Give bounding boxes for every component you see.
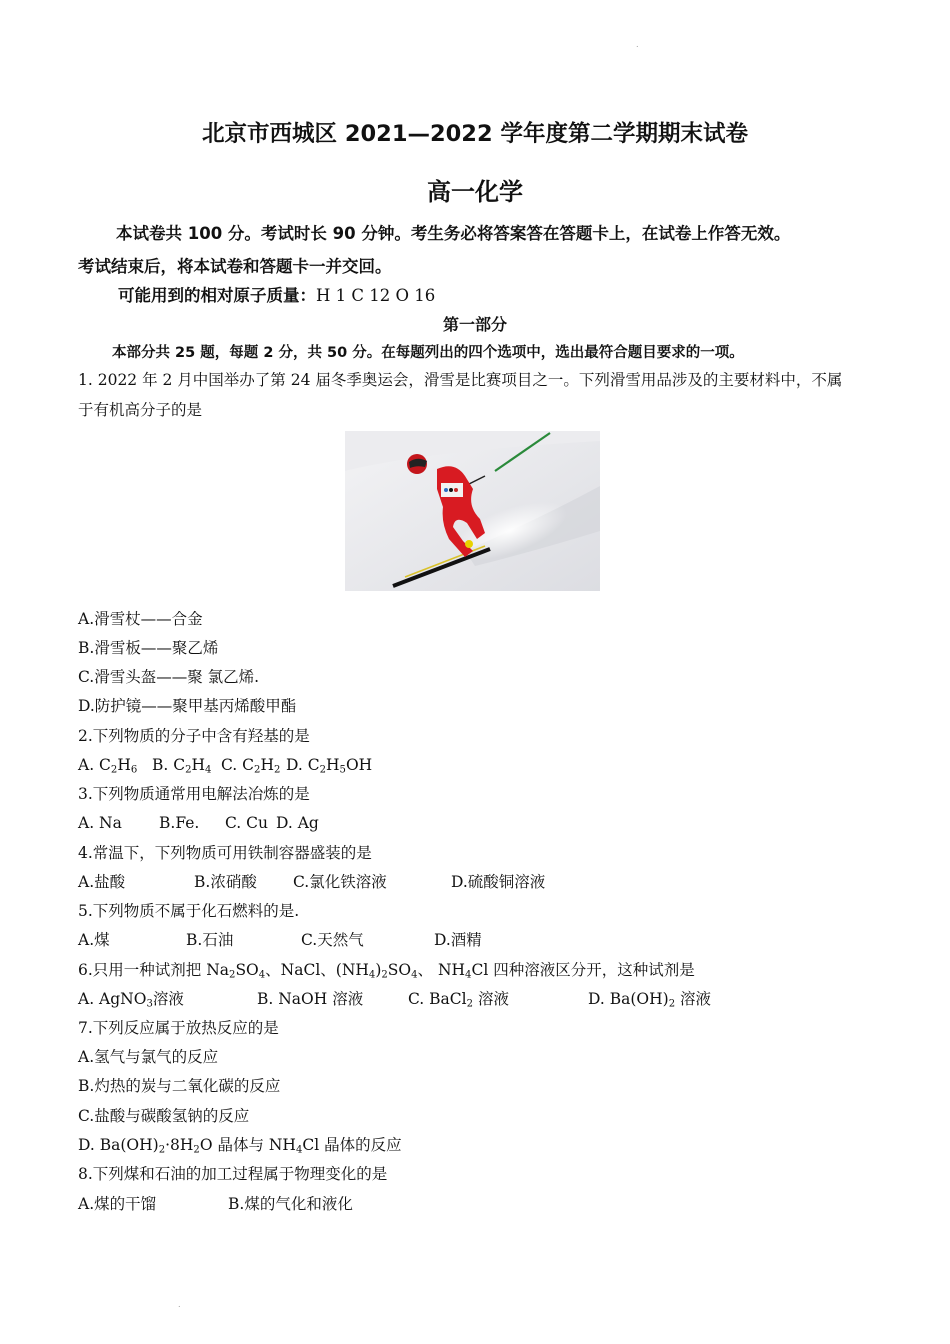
q2-option-b: B. $C_2H_4$: [152, 756, 212, 776]
section-description: 本部分共 25 题，每题 2 分，共 50 分。在每题列出的四个选项中，选出最符合题目要求的一项。: [112, 345, 744, 361]
q3-option-a: A. Na: [78, 814, 122, 832]
atomic-mass-label: 可能用到的相对原子质量：: [118, 286, 316, 305]
q6-option-c: C. BaCl$_2$ 溶液: [408, 990, 509, 1010]
atomic-mass-line: [118, 282, 435, 306]
q7-option-a: A.氢气与氯气的反应: [78, 1048, 219, 1066]
q5-options: [78, 930, 678, 952]
section-title: 第一部分: [442, 315, 507, 334]
q5-option-d: D.酒精: [434, 931, 482, 949]
q3-option-c: C. Cu: [225, 814, 269, 832]
q6-stem: 6.只用一种试剂把 $Na_2SO_4$、NaCl、$(NH_4)_2SO_4$、 $NH_4Cl$ 四种溶液区分开，这种试剂是: [78, 961, 695, 981]
instructions-line-1: 本试卷共 100 分。考试时长 90 分钟。考生务必将答案答在答题卡上，在试卷上作答无效。: [116, 224, 791, 243]
q1-option-c: C.滑雪头盔——聚 氯乙烯.: [78, 668, 260, 686]
q2-options: [78, 755, 478, 777]
q6-options: [78, 989, 778, 1011]
scan-dot: .: [636, 40, 639, 49]
q4-option-d: D.硫酸铜溶液: [451, 873, 546, 891]
q4-option-a: A.盐酸: [78, 873, 126, 891]
q1-option-a: A.滑雪杖——合金: [78, 610, 203, 628]
q8-option-a: A.煤的干馏: [78, 1195, 157, 1213]
instructions-line-2: 考试结束后，将本试卷和答题卡一并交回。: [78, 257, 392, 276]
q3-options: [78, 813, 478, 835]
q8-options: [78, 1194, 478, 1216]
q7-option-c: C.盐酸与碳酸氢钠的反应: [78, 1107, 250, 1125]
q2-option-d: D. $C_2H_5OH$: [286, 756, 373, 776]
scan-dot: .: [178, 1300, 181, 1309]
q1-option-b: B.滑雪板——聚乙烯: [78, 639, 219, 657]
q3-option-b: B.Fe.: [159, 814, 200, 832]
q2-option-a: A. $C_2H_6$: [78, 756, 138, 776]
q8-option-b: B.煤的气化和液化: [228, 1195, 353, 1213]
q1-option-d: D.防护镜——聚甲基丙烯酸甲酯: [78, 697, 297, 715]
q3-option-d: D. Ag: [276, 814, 319, 832]
q6-option-a: A. AgNO$_3$溶液: [78, 990, 184, 1010]
q7-option-d: D. $Ba(OH)_2\cdot 8H_2O$ 晶体与 $NH_4Cl$ 晶体的反应: [78, 1136, 402, 1156]
q4-option-c: C.氯化铁溶液: [293, 873, 387, 891]
q2-stem: 2.下列物质的分子中含有羟基的是: [78, 727, 310, 745]
ski-racer-photo: [345, 431, 600, 591]
q4-stem: 4.常温下，下列物质可用铁制容器盛装的是: [78, 844, 372, 862]
exam-title: 北京市西城区 2021—2022 学年度第二学期期末试卷: [202, 121, 748, 147]
q5-option-b: B.石油: [186, 931, 234, 949]
q4-options: [78, 872, 678, 894]
exam-subject: 高一化学: [427, 178, 523, 206]
q5-stem: 5.下列物质不属于化石燃料的是.: [78, 902, 300, 920]
q4-option-b: B.浓硝酸: [194, 873, 257, 891]
q2-option-c: C. $C_2H_2$: [221, 756, 281, 776]
q6-option-d: D. $Ba(OH)_2$ 溶液: [588, 990, 712, 1010]
q7-option-b: B.灼热的炭与二氧化碳的反应: [78, 1077, 281, 1095]
q8-stem: 8.下列煤和石油的加工过程属于物理变化的是: [78, 1165, 388, 1183]
q5-option-c: C.天然气: [301, 931, 364, 949]
q3-stem: 3.下列物质通常用电解法冶炼的是: [78, 785, 310, 803]
q1-stem-line-1: 1. 2022 年 2 月中国举办了第 24 届冬季奥运会，滑雪是比赛项目之一。下列滑雪用品涉及的主要材料中，不属: [78, 371, 843, 389]
q5-option-a: A.煤: [78, 931, 110, 949]
q1-stem-line-2: 于有机高分子的是: [78, 401, 203, 419]
q7-stem: 7.下列反应属于放热反应的是: [78, 1019, 279, 1037]
atomic-mass-values: H 1 C 12 O 16: [316, 286, 436, 305]
q6-option-b: B. NaOH 溶液: [257, 990, 364, 1008]
